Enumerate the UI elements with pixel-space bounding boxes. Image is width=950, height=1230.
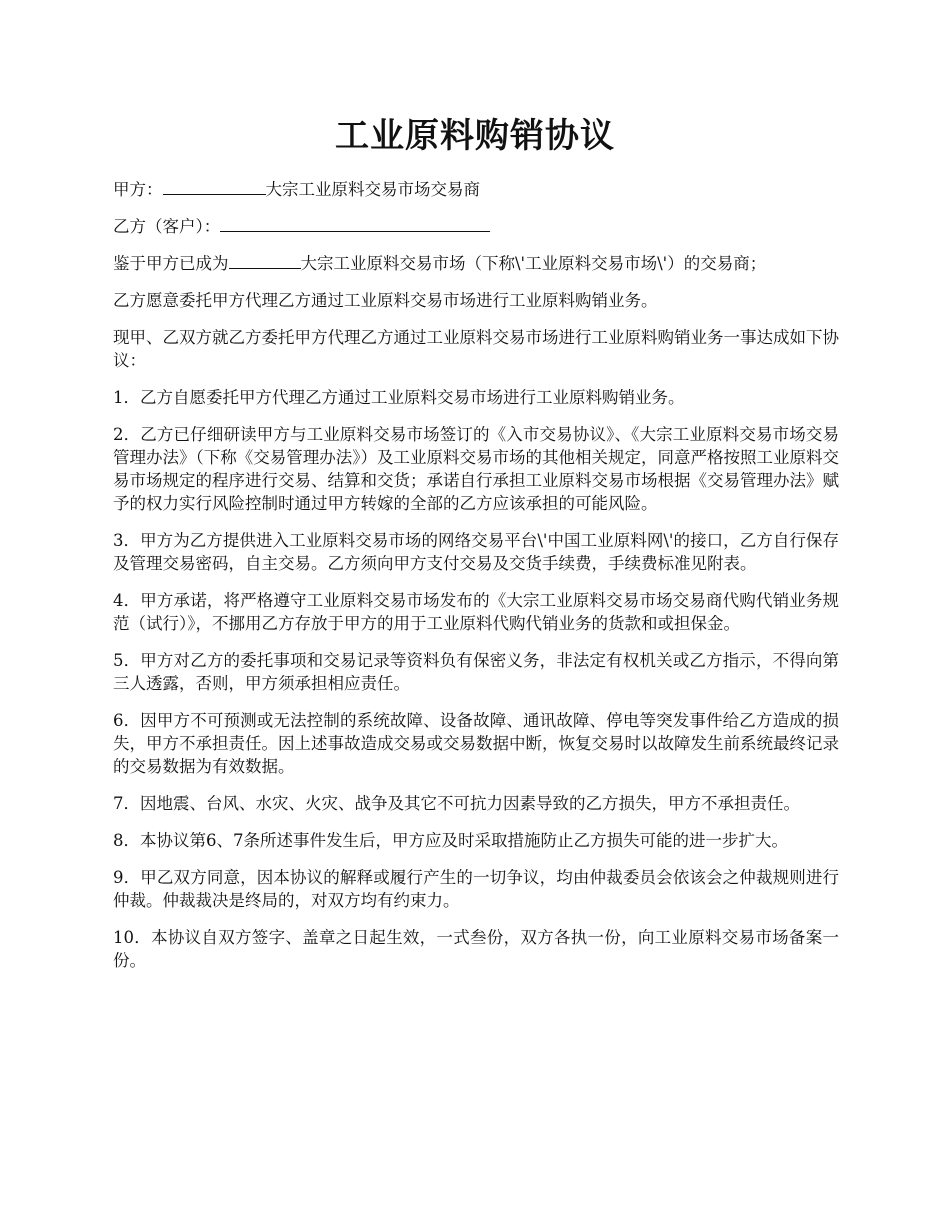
document-title: 工业原料购销协议 bbox=[335, 116, 615, 156]
clause-8: 8．本协议第6、7条所述事件发生后，甲方应及时采取措施防止乙方损失可能的进一步扩大。 bbox=[113, 831, 788, 850]
party-b-line bbox=[113, 215, 839, 238]
clause-7: 7．因地震、台风、水灾、火灾、战争及其它不可抗力因素导致的乙方损失，甲方不承担责任。 bbox=[113, 794, 800, 813]
recital-1-prefix: 鉴于甲方已成为 bbox=[113, 254, 229, 273]
clause-9: 9．甲乙双方同意，因本协议的解释或履行产生的一切争议，均由仲裁委员会依该会之仲裁规则进行仲裁。仲裁裁决是终局的，对双方均有约束力。 bbox=[113, 868, 839, 910]
clause-5: 5．甲方对乙方的委托事项和交易记录等资料负有保密义务，非法定有权机关或乙方指示，不得向第三人透露，否则，甲方须承担相应责任。 bbox=[113, 651, 839, 693]
clause-10: 10．本协议自双方签字、盖章之日起生效，一式叁份，双方各执一份，向工业原料交易市场备案一份。 bbox=[113, 928, 839, 970]
document-body bbox=[113, 178, 839, 986]
recital-3: 现甲、乙双方就乙方委托甲方代理乙方通过工业原料交易市场进行工业原料购销业务一事达成如下协议： bbox=[113, 328, 839, 370]
party-b-blank bbox=[220, 217, 490, 232]
party-a-label: 甲方： bbox=[113, 180, 163, 199]
recital-1-suffix: 大宗工业原料交易市场（下称\'工业原料交易市场\'）的交易商； bbox=[300, 254, 767, 273]
recital-2: 乙方愿意委托甲方代理乙方通过工业原料交易市场进行工业原料购销业务。 bbox=[113, 291, 658, 310]
clause-3: 3．甲方为乙方提供进入工业原料交易市场的网络交易平台\'中国工业原料网\'的接口，乙方自行保存及管理交易密码，自主交易。乙方须向甲方支付交易及交货手续费，手续费标准见附表。 bbox=[113, 531, 839, 573]
clause-2: 2．乙方已仔细研读甲方与工业原料交易市场签订的《入市交易协议》、《大宗工业原料交易市场交易管理办法》（下称《交易管理办法》）及工业原料交易市场的其他相关规定，同意严格按照工业原料交易市场规定的程序进行交易、结算和交货；承诺自行承担工业原料交易市场根据《交易管理办法》赋予的权力实行风险控制时通过甲方转嫁的全部的乙方应该承担的可能风险。 bbox=[113, 425, 839, 513]
recital-1 bbox=[113, 252, 839, 275]
clause-4: 4．甲方承诺，将严格遵守工业原料交易市场发布的《大宗工业原料交易市场交易商代购代销业务规范（试行）》，不挪用乙方存放于甲方的用于工业原料代购代销业务的货款和或担保金。 bbox=[113, 591, 839, 633]
party-a-line bbox=[113, 178, 839, 201]
clause-6: 6．因甲方不可预测或无法控制的系统故障、设备故障、通讯故障、停电等突发事件给乙方造成的损失，甲方不承担责任。因上述事故造成交易或交易数据中断，恢复交易时以故障发生前系统最终记录的交易数据为有效数据。 bbox=[113, 711, 839, 776]
party-a-text: 大宗工业原料交易市场交易商 bbox=[265, 180, 480, 199]
clause-1: 1．乙方自愿委托甲方代理乙方通过工业原料交易市场进行工业原料购销业务。 bbox=[113, 388, 685, 407]
party-b-label: 乙方（客户）： bbox=[113, 217, 221, 236]
recital-1-blank bbox=[229, 254, 301, 269]
party-a-blank bbox=[163, 180, 266, 195]
